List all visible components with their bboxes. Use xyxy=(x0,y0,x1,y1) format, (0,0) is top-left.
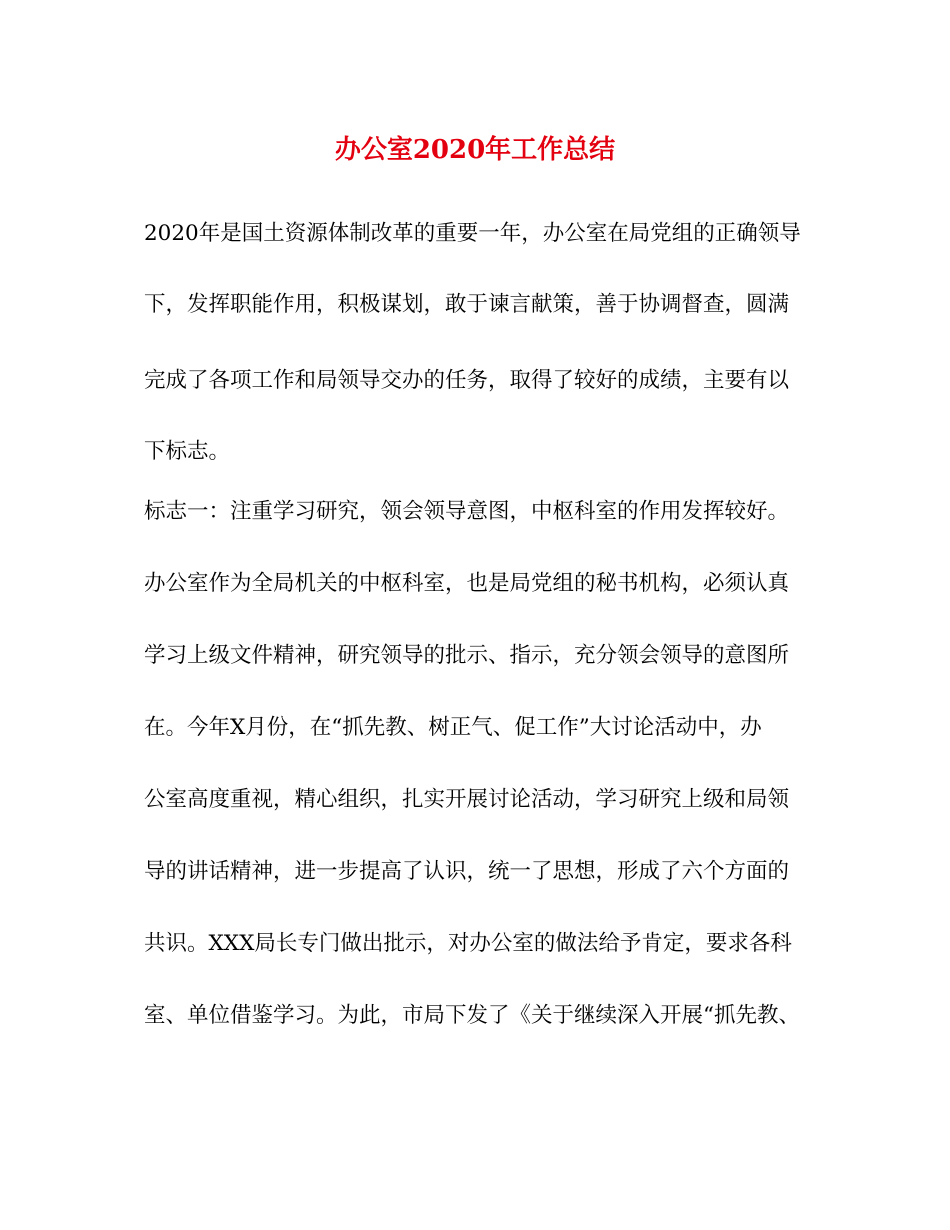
section-heading-line: 标志一：注重学习研究，领会领导意图，中枢科室的作用发挥较好。 xyxy=(144,499,790,524)
body-line: 2020年是国土资源体制改革的重要一年，办公室在局党组的正确领导 xyxy=(144,221,801,246)
body-line: 完成了各项工作和局领导交办的任务，取得了较好的成绩，主要有以 xyxy=(144,368,790,393)
body-line: 室、单位借鉴学习。为此，市局下发了《关于继续深入开展“抓先教、 xyxy=(144,1003,800,1028)
body-line: 导的讲话精神，进一步提高了认识，统一了思想，形成了六个方面的 xyxy=(144,859,790,884)
body-line: 下标志。 xyxy=(144,439,231,464)
document-title: 办公室2020年工作总结 xyxy=(334,135,616,165)
body-line: 在。今年X月份，在“抓先教、树正气、促工作”大讨论活动中，办 xyxy=(144,715,762,740)
body-line: 学习上级文件精神，研究领导的批示、指示，充分领会领导的意图所 xyxy=(144,643,790,668)
body-line: 下，发挥职能作用，积极谋划，敢于谏言献策，善于协调督查，圆满 xyxy=(144,292,790,317)
body-line: 办公室作为全局机关的中枢科室，也是局党组的秘书机构，必须认真 xyxy=(144,571,790,596)
body-line: 公室高度重视，精心组织，扎实开展讨论活动，学习研究上级和局领 xyxy=(144,787,790,812)
body-line: 共识。XXX局长专门做出批示，对办公室的做法给予肯定，要求各科 xyxy=(144,931,792,956)
